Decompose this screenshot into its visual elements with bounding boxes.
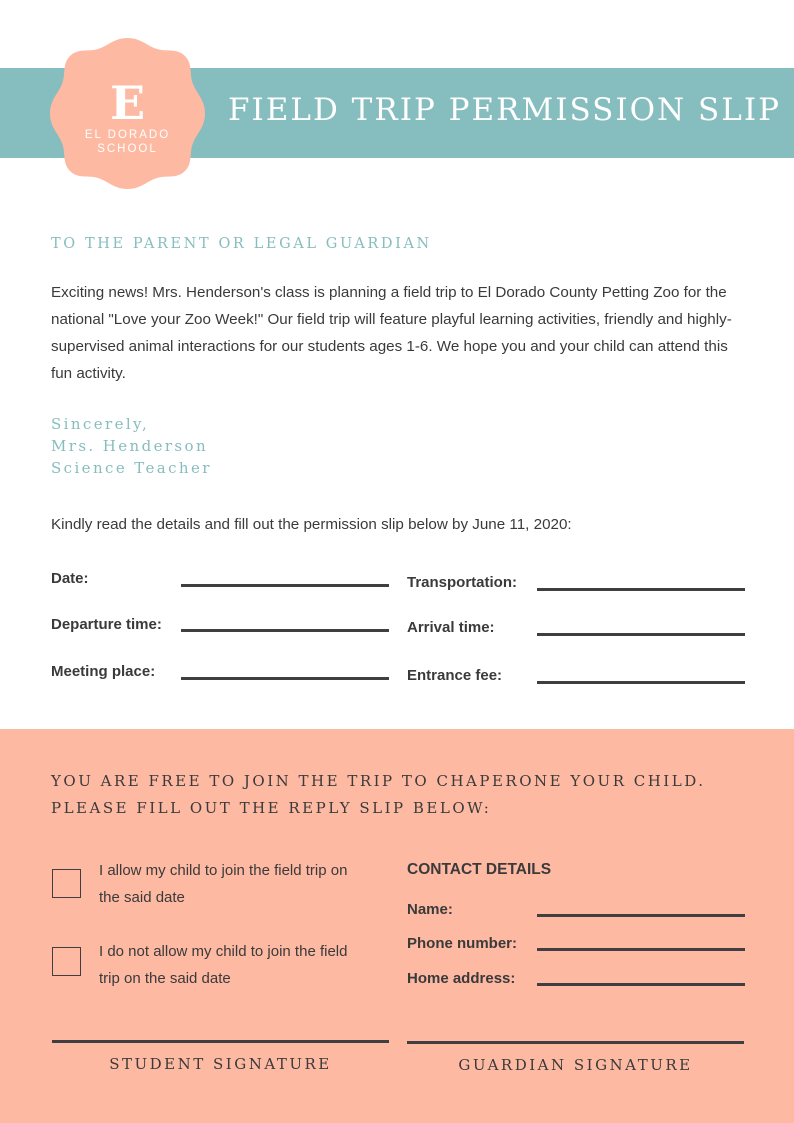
home-address-field[interactable] bbox=[537, 983, 745, 986]
home-address-label: Home address: bbox=[407, 970, 516, 987]
instruction-text: Kindly read the details and fill out the permission slip below by June 11, 2020: bbox=[51, 516, 572, 533]
phone-number-label: Phone number: bbox=[407, 935, 518, 952]
guardian-signature-line[interactable] bbox=[407, 1041, 744, 1044]
date-field[interactable] bbox=[181, 584, 389, 587]
departure-time-field[interactable] bbox=[181, 629, 389, 632]
meeting-place-field[interactable] bbox=[181, 677, 389, 680]
name-label: Name: bbox=[407, 901, 453, 918]
page-title: FIELD TRIP PERMISSION SLIP bbox=[228, 92, 781, 128]
badge-line-2: SCHOOL bbox=[97, 143, 158, 155]
reply-heading bbox=[51, 768, 705, 822]
student-signature-label: STUDENT SIGNATURE bbox=[109, 1055, 332, 1073]
letter-body: Exciting news! Mrs. Henderson's class is planning a field trip to El Dorado County Petting Zoo for the national "Love your Zoo Week!" Our field trip will feature playful learning activities, friendly and highly-supervised animal interactions for our students ages 1-6. We hope you and your child can attend this fun activity. bbox=[51, 284, 732, 382]
contact-details-heading: CONTACT DETAILS bbox=[407, 861, 552, 878]
badge-school-name bbox=[69, 128, 186, 156]
student-signature-line[interactable] bbox=[52, 1040, 389, 1043]
badge-line-1: EL DORADO bbox=[84, 129, 171, 141]
name-field[interactable] bbox=[537, 914, 745, 917]
badge-letter: E bbox=[109, 76, 146, 130]
arrival-time-label: Arrival time: bbox=[407, 619, 495, 636]
arrival-time-field[interactable] bbox=[537, 633, 745, 636]
departure-time-label: Departure time: bbox=[51, 616, 162, 633]
transportation-field[interactable] bbox=[537, 588, 745, 591]
date-label: Date: bbox=[51, 570, 89, 587]
letter-greeting: TO THE PARENT OR LEGAL GUARDIAN bbox=[51, 236, 432, 252]
phone-number-field[interactable] bbox=[537, 948, 745, 951]
entrance-fee-field[interactable] bbox=[537, 681, 745, 684]
closing-salutation: Sincerely, bbox=[51, 415, 150, 433]
deny-checkbox[interactable] bbox=[52, 947, 81, 976]
allow-option-label: I allow my child to join the field trip on the said date bbox=[99, 862, 348, 906]
transportation-label: Transportation: bbox=[407, 574, 518, 591]
reply-heading-line-1: YOU ARE FREE TO JOIN THE TRIP TO CHAPERONE YOUR CHILD. bbox=[51, 772, 706, 790]
school-badge bbox=[49, 36, 206, 191]
meeting-place-label: Meeting place: bbox=[51, 663, 156, 680]
guardian-signature-label: GUARDIAN SIGNATURE bbox=[458, 1056, 693, 1074]
closing-name: Mrs. Henderson bbox=[51, 437, 209, 455]
letter-closing bbox=[51, 413, 212, 479]
deny-option-label: I do not allow my child to join the field trip on the said date bbox=[99, 943, 348, 987]
entrance-fee-label: Entrance fee: bbox=[407, 667, 503, 684]
allow-checkbox[interactable] bbox=[52, 869, 81, 898]
closing-role: Science Teacher bbox=[51, 459, 212, 477]
reply-heading-line-2: PLEASE FILL OUT THE REPLY SLIP BELOW: bbox=[51, 799, 492, 817]
